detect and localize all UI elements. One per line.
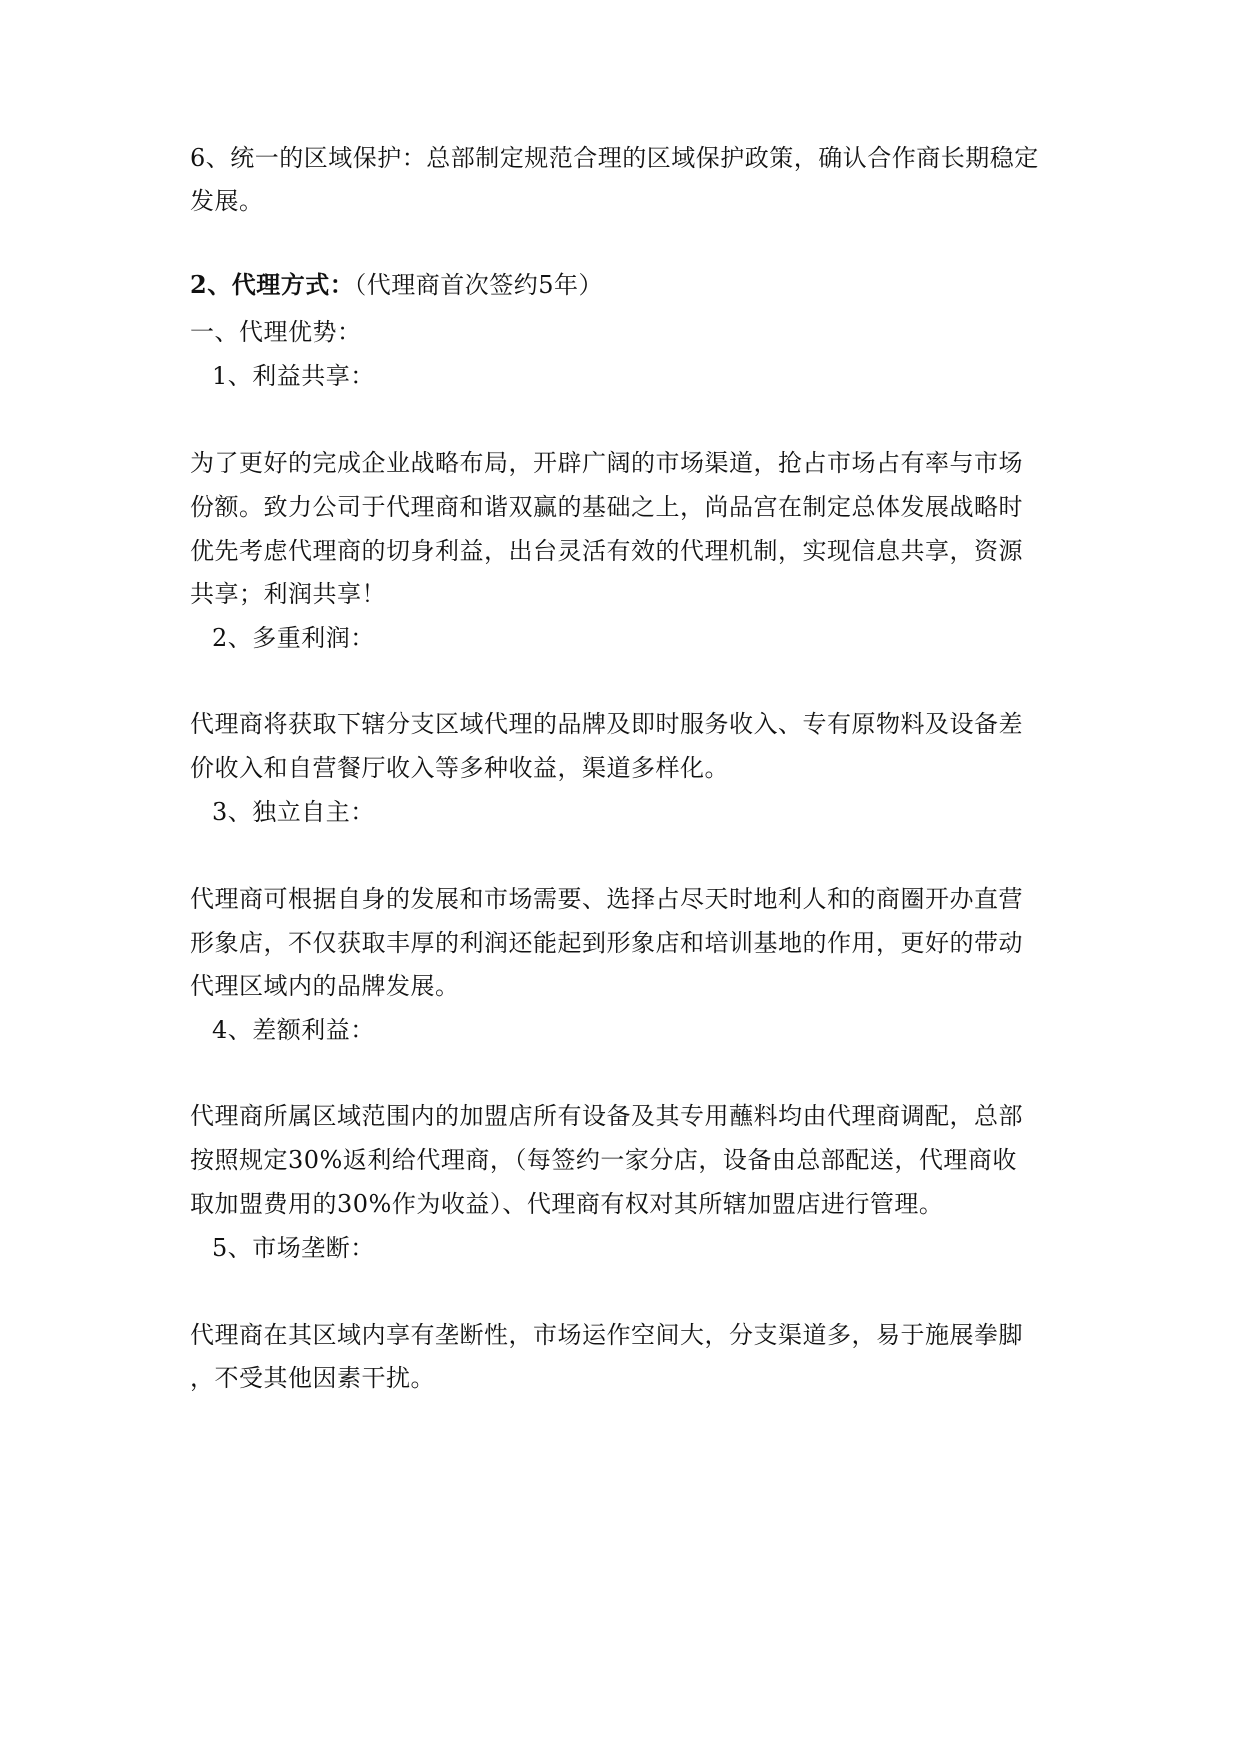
item-2-heading: 2、多重利润：: [212, 624, 375, 652]
section-2-title: 2、代理方式：: [190, 270, 355, 299]
item-5-heading: 5、市场垄断：: [212, 1234, 375, 1262]
item-1-heading: 1、利益共享：: [212, 362, 375, 390]
item-3-heading: 3、独立自主：: [212, 798, 375, 826]
item-2-line-1: 代理商将获取下辖分支区域代理的品牌及即时服务收入、专有原物料及设备差: [190, 710, 1023, 738]
item-3-line-2: 形象店，不仅获取丰厚的利润还能起到形象店和培训基地的作用，更好的带动: [190, 929, 1023, 957]
item-1-line-3: 优先考虑代理商的切身利益，出台灵活有效的代理机制，实现信息共享，资源: [190, 537, 1023, 565]
section-2-note: （代理商首次签约5年）: [354, 271, 603, 299]
item-1-line-4: 共享；利润共享！: [190, 580, 386, 608]
section-2-heading: [190, 268, 1070, 302]
item-1-line-2: 份额。致力公司于代理商和谐双赢的基础之上，尚品宫在制定总体发展战略时: [190, 493, 1023, 521]
subheading-agent-advantages: 一、代理优势：: [190, 318, 362, 346]
item-2-line-2: 价收入和自营餐厅收入等多种收益，渠道多样化。: [190, 754, 729, 782]
item-5-line-1: 代理商在其区域内享有垄断性，市场运作空间大，分支渠道多，易于施展拳脚: [190, 1321, 1023, 1349]
item-1-line-1: 为了更好的完成企业战略布局，开辟广阔的市场渠道，抢占市场占有率与市场: [190, 449, 1023, 477]
item-3-line-3: 代理区域内的品牌发展。: [190, 972, 460, 1000]
paragraph-6-line-2: 发展。: [190, 187, 264, 215]
item-4-line-2: 按照规定30%返利给代理商，（每签约一家分店，设备由总部配送，代理商收: [190, 1146, 1017, 1174]
item-4-line-1: 代理商所属区域范围内的加盟店所有设备及其专用蘸料均由代理商调配，总部: [190, 1102, 1023, 1130]
item-5-line-2: ，不受其他因素干扰。: [190, 1364, 435, 1392]
paragraph-6-line-1: 6、统一的区域保护：总部制定规范合理的区域保护政策，确认合作商长期稳定: [190, 144, 1039, 172]
item-3-line-1: 代理商可根据自身的发展和市场需要、选择占尽天时地利人和的商圈开办直营: [190, 885, 1023, 913]
item-4-line-3: 取加盟费用的30%作为收益）、代理商有权对其所辖加盟店进行管理。: [190, 1190, 944, 1218]
item-4-heading: 4、差额利益：: [212, 1016, 375, 1044]
